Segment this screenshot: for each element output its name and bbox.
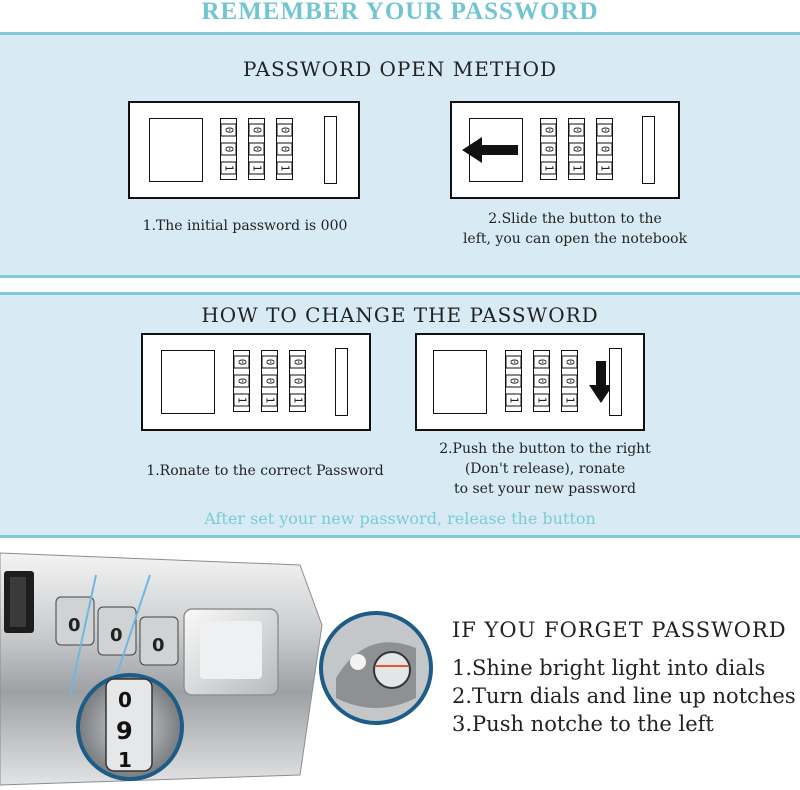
lock-slot (335, 348, 348, 416)
forget-step-2: 2.Turn dials and line up notches (452, 684, 796, 708)
change-password-heading: HOW TO CHANGE THE PASSWORD (201, 303, 599, 327)
svg-text:0: 0 (152, 635, 165, 656)
change-step-2-line-1: 2.Push the button to the right (439, 441, 651, 457)
dial: 0 0 1 (289, 350, 306, 412)
lock-diagram-rotate (141, 333, 371, 431)
dial: 0 0 1 (505, 350, 522, 412)
arrow-left-icon (462, 137, 520, 163)
dial: 0 0 1 (540, 118, 557, 180)
dial: 0 0 1 (596, 118, 613, 180)
lock-photo (0, 545, 330, 790)
lock-slot (609, 348, 622, 416)
page-title: REMEMBER YOUR PASSWORD (201, 0, 599, 25)
release-note: After set your new password, release the button (204, 509, 596, 528)
change-step-2-line-3: to set your new password (453, 481, 637, 497)
dial: 0 0 1 (561, 350, 578, 412)
forget-heading: IF YOU FORGET PASSWORD (452, 618, 787, 642)
dial: 0 0 1 (233, 350, 250, 412)
dial: 0 0 1 (220, 118, 237, 180)
open-step-2-line-2: left, you can open the notebook (462, 231, 688, 247)
open-step-1: 1.The initial password is 000 (142, 218, 348, 234)
lock-diagram-push-right (415, 333, 645, 431)
dial: 0 0 1 (533, 350, 550, 412)
lock-button (161, 350, 215, 414)
lock-diagram-slide-left (450, 101, 680, 199)
lock-slot (642, 116, 655, 184)
open-method-panel (0, 32, 800, 278)
lock-button (433, 350, 487, 414)
lock-button (149, 118, 203, 182)
lock-diagram-initial (128, 101, 360, 199)
change-password-panel (0, 292, 800, 538)
svg-text:9: 9 (116, 717, 133, 745)
change-step-2-line-2: (Don't release), ronate (464, 461, 626, 477)
svg-text:0: 0 (110, 625, 123, 646)
forget-step-1: 1.Shine bright light into dials (452, 656, 766, 680)
dial: 0 0 1 (276, 118, 293, 180)
lock-slot (324, 116, 337, 184)
dial: 0 0 1 (568, 118, 585, 180)
svg-text:0: 0 (118, 688, 132, 712)
svg-text:0: 0 (68, 615, 81, 636)
open-method-heading: PASSWORD OPEN METHOD (242, 57, 558, 81)
forget-step-3: 3.Push notche to the left (452, 712, 714, 736)
change-step-1: 1.Ronate to the correct Password (146, 463, 384, 479)
dial: 0 0 1 (248, 118, 265, 180)
dial: 0 0 1 (261, 350, 278, 412)
svg-text:1: 1 (118, 748, 132, 772)
notch-zoom-circle (316, 608, 436, 728)
open-step-2-line-1: 2.Slide the button to the (488, 211, 662, 227)
